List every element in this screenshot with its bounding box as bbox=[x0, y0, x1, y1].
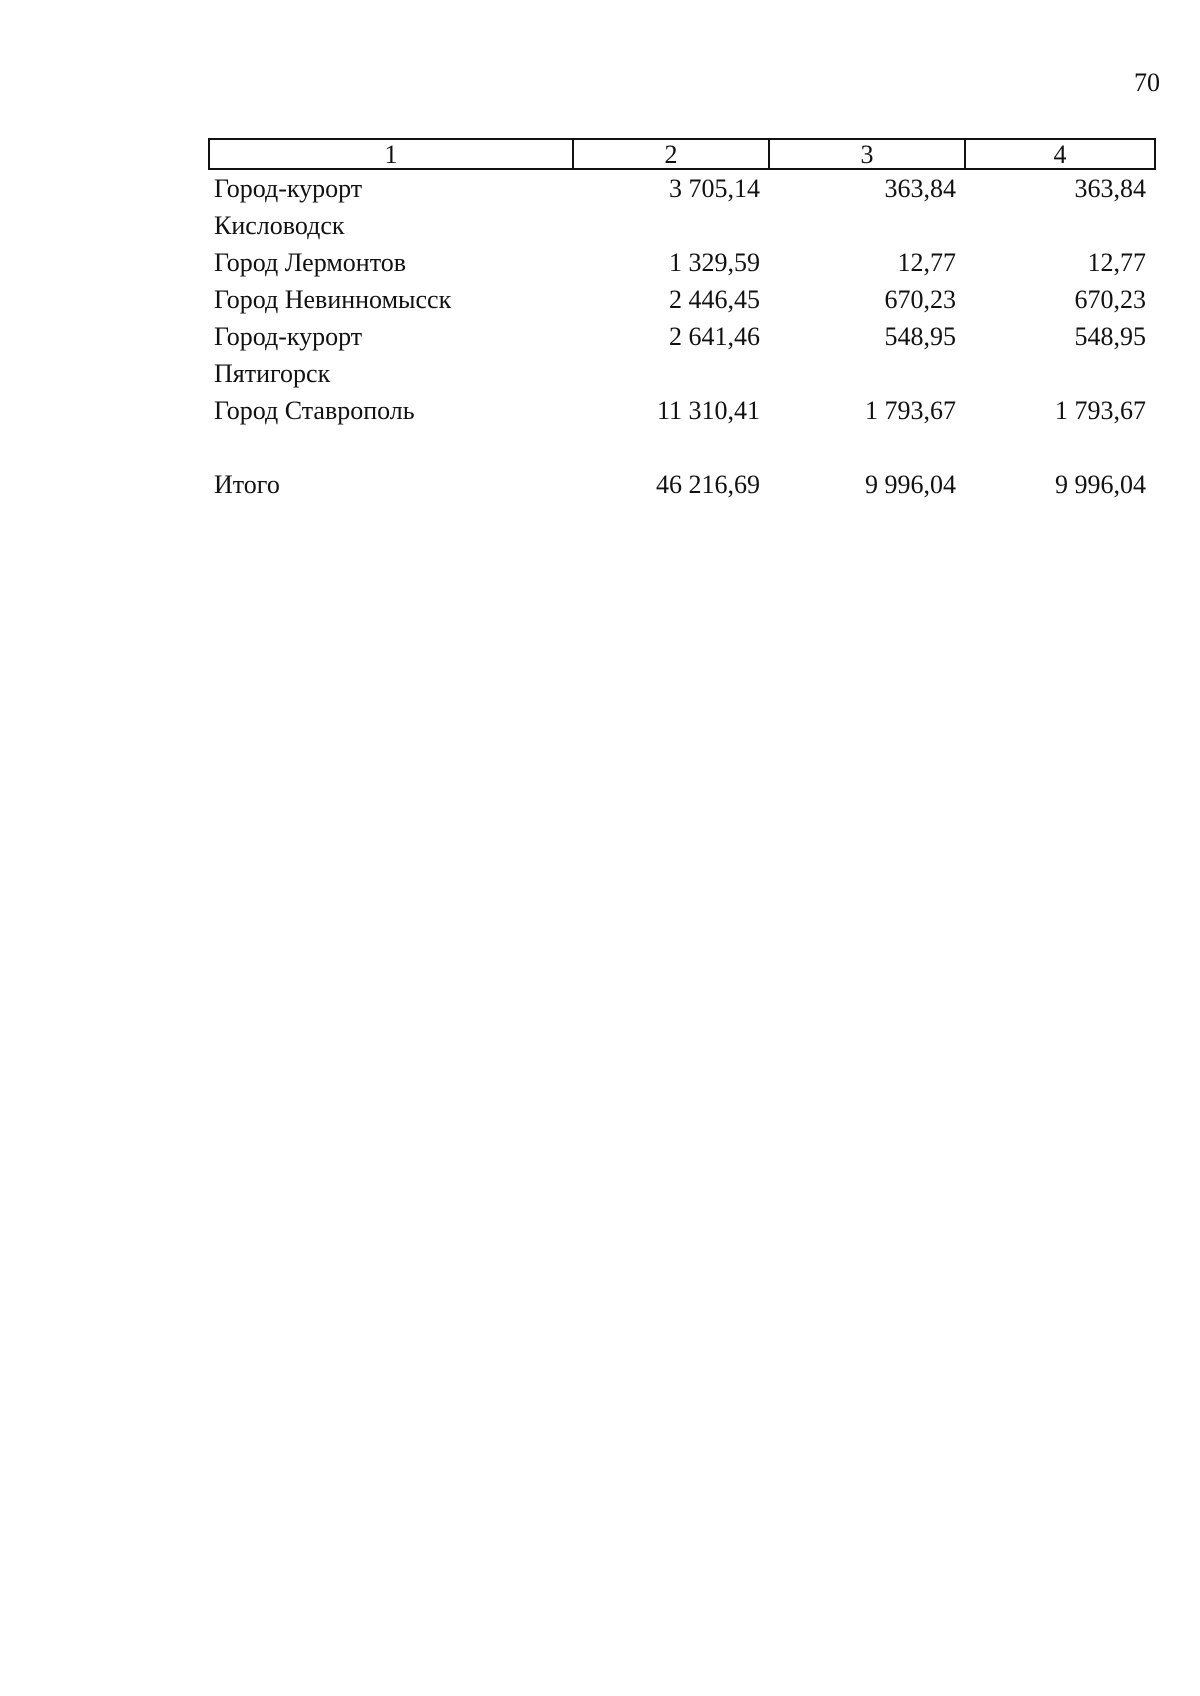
total-value-col3: 9 996,04 bbox=[865, 470, 956, 499]
total-value-col4: 9 996,04 bbox=[1055, 470, 1146, 499]
row-value-col4: 670,23 bbox=[1074, 285, 1146, 314]
header-cell: 2 bbox=[572, 140, 768, 168]
row-value-col3: 670,23 bbox=[884, 285, 956, 314]
total-label: Итого bbox=[214, 470, 280, 499]
row-value-col3: 1 793,67 bbox=[865, 396, 956, 425]
row-name: Город-курорт Пятигорск bbox=[214, 322, 363, 388]
total-value-col2: 46 216,69 bbox=[656, 470, 760, 499]
row-value-col2: 2 641,46 bbox=[669, 322, 760, 351]
row-value-col4: 363,84 bbox=[1074, 174, 1146, 203]
row-value-col4: 548,95 bbox=[1074, 322, 1146, 351]
row-name: Город-курорт Кисловодск bbox=[214, 174, 363, 240]
row-value-col3: 12,77 bbox=[897, 248, 956, 277]
table-row bbox=[208, 281, 1156, 318]
row-value-col2: 1 329,59 bbox=[669, 248, 760, 277]
header-cell: 3 bbox=[768, 140, 964, 168]
row-value-col2: 2 446,45 bbox=[669, 285, 760, 314]
row-value-col2: 11 310,41 bbox=[656, 396, 760, 425]
table-row bbox=[208, 244, 1156, 281]
data-table bbox=[208, 138, 1156, 503]
row-value-col3: 363,84 bbox=[884, 174, 956, 203]
header-cell: 1 bbox=[384, 140, 398, 169]
page-number: 70 bbox=[1134, 68, 1160, 97]
row-name: Город Лермонтов bbox=[214, 248, 406, 277]
header-cell: 4 bbox=[964, 140, 1154, 168]
row-value-col4: 1 793,67 bbox=[1055, 396, 1146, 425]
row-value-col2: 3 705,14 bbox=[669, 174, 760, 203]
row-name: Город Ставрополь bbox=[214, 396, 415, 425]
table-row bbox=[208, 170, 1156, 244]
table-total-row bbox=[208, 466, 1156, 503]
row-value-col3: 548,95 bbox=[884, 322, 956, 351]
table-body bbox=[208, 170, 1156, 503]
row-name: Город Невинномысск bbox=[214, 285, 452, 314]
table-header-row bbox=[208, 138, 1156, 170]
table-row bbox=[208, 392, 1156, 429]
row-value-col4: 12,77 bbox=[1087, 248, 1146, 277]
table-row bbox=[208, 318, 1156, 392]
